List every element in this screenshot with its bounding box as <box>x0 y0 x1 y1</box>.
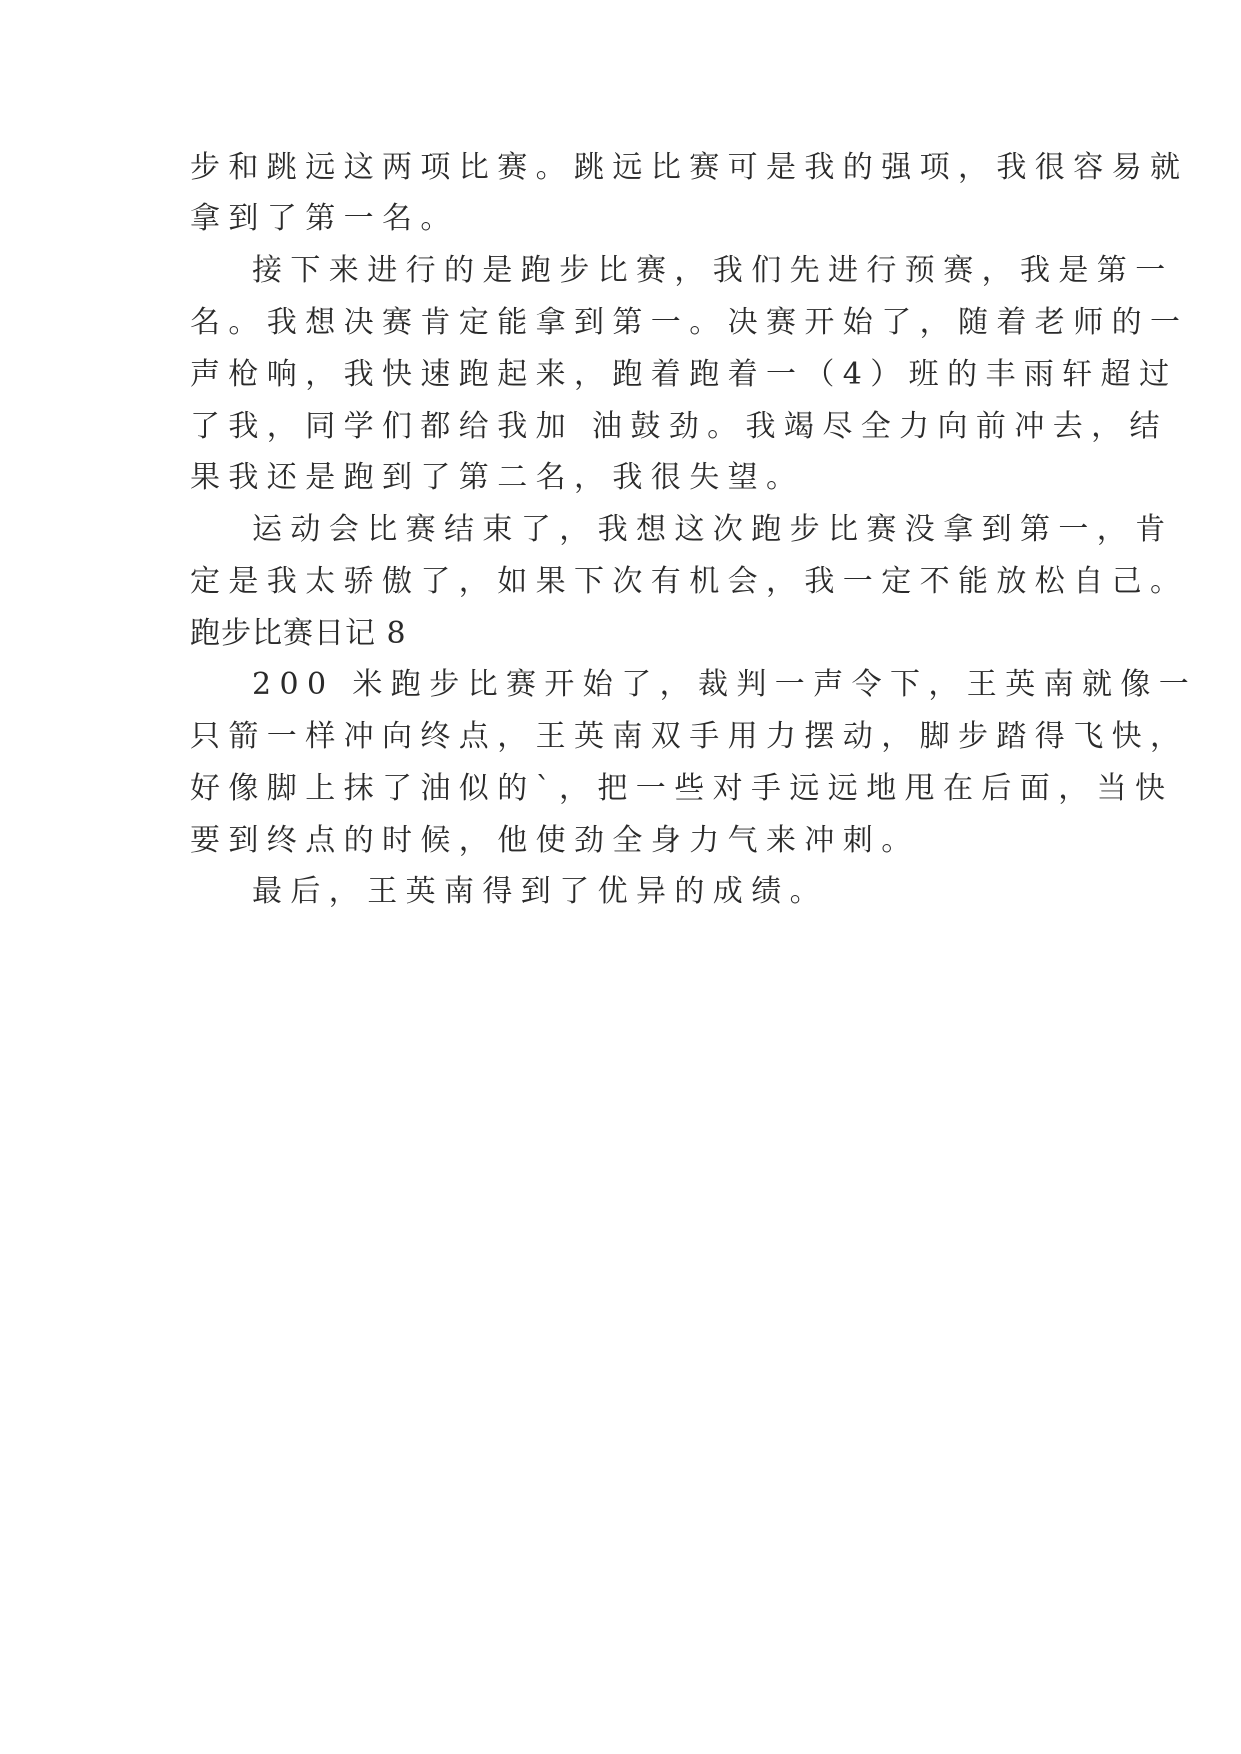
paragraph-first-line: 最后，王英南得到了优异的成绩。 <box>252 874 828 909</box>
text-line: 拿到了第一名。 <box>190 201 459 236</box>
text-line: 了我，同学们都给我加 油鼓劲。我竭尽全力向前冲去，结 <box>190 409 1168 444</box>
paragraph-first-line: 200 米跑步比赛开始了，裁判一声令下，王英南就像一 <box>252 667 1198 702</box>
text-line: 定是我太骄傲了，如果下次有机会，我一定不能放松自己。 <box>190 564 1189 599</box>
text-line: 步和跳远这两项比赛。跳远比赛可是我的强项，我很容易就 <box>190 150 1189 185</box>
text-line: 只箭一样冲向终点，王英南双手用力摆动，脚步踏得飞快， <box>190 719 1189 754</box>
paragraph-first-line: 运动会比赛结束了，我想这次跑步比赛没拿到第一，肯 <box>252 512 1174 547</box>
text-line: 好像脚上抹了油似的`，把一些对手远远地甩在后面，当快 <box>190 771 1174 806</box>
text-line: 果我还是跑到了第二名，我很失望。 <box>190 460 805 495</box>
text-line: 要到终点的时候，他使劲全身力气来冲刺。 <box>190 823 920 858</box>
text-line: 声枪响，我快速跑起来，跑着跑着一（4）班的丰雨轩超过 <box>190 357 1178 392</box>
paragraph-first-line: 接下来进行的是跑步比赛，我们先进行预赛，我是第一 <box>252 253 1174 288</box>
text-line: 名。我想决赛肯定能拿到第一。决赛开始了，随着老师的一 <box>190 305 1189 340</box>
section-heading: 跑步比赛日记 8 <box>190 616 407 651</box>
